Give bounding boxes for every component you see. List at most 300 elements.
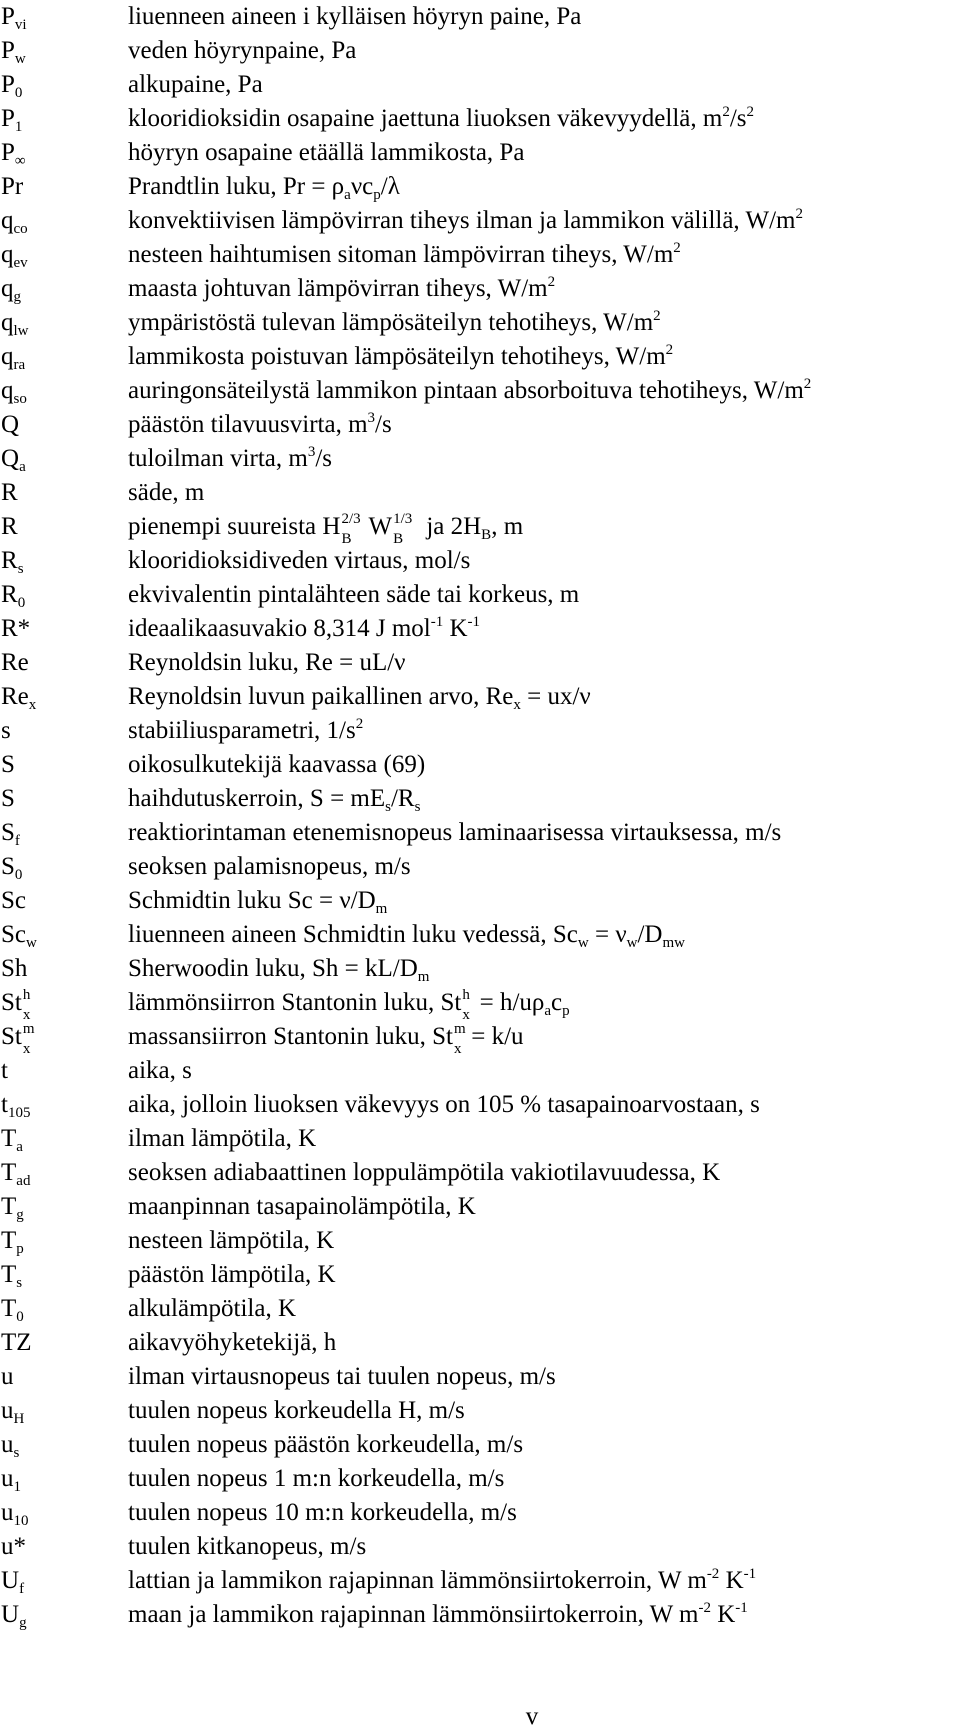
subscript: m	[417, 969, 430, 985]
subscript: a	[19, 459, 26, 475]
symbol-description	[128, 884, 387, 918]
text-run: R	[1, 581, 18, 608]
subscript: m	[375, 901, 388, 917]
symbol-row	[0, 1122, 960, 1156]
text-run: säde, m	[128, 479, 205, 506]
text-run: pienempi suureista H	[128, 513, 341, 540]
subscript: a	[16, 1139, 23, 1155]
text-run: stabiiliusparametri, 1/s	[128, 717, 356, 744]
text-run: K	[443, 615, 468, 642]
subscript: s	[17, 561, 24, 577]
subscript: ra	[13, 357, 26, 373]
superscript: 3	[307, 444, 316, 460]
symbol-description	[128, 170, 400, 204]
subscript: g	[13, 289, 21, 305]
symbol-row	[0, 816, 960, 850]
symbol-row	[0, 476, 960, 510]
symbol-description	[128, 1564, 756, 1598]
symbol-row	[0, 1156, 960, 1190]
text-run: P	[1, 139, 15, 166]
symbol-description	[128, 0, 581, 34]
symbol-row	[0, 1530, 960, 1564]
symbol-description	[128, 850, 411, 884]
symbol	[1, 102, 22, 136]
subscript: x	[22, 1007, 31, 1023]
text-run: seoksen adiabaattinen loppulämpötila vakiotilavuudessa, K	[128, 1159, 721, 1186]
subscript: so	[13, 391, 27, 407]
symbol-row	[0, 884, 960, 918]
symbol-row	[0, 1190, 960, 1224]
text-run: q	[1, 207, 14, 234]
symbol	[1, 510, 18, 544]
superscript: -2	[706, 1566, 720, 1582]
text-run: ideaalikaasuvakio 8,314 J mol	[128, 615, 431, 642]
symbol	[1, 612, 30, 646]
text-run: R	[1, 547, 18, 574]
symbol	[1, 340, 25, 374]
symbol-row	[0, 952, 960, 986]
symbol-description	[128, 1598, 748, 1632]
symbol-description	[128, 510, 524, 547]
subscript: H	[13, 1411, 25, 1427]
text-run: = h/uρ	[473, 989, 545, 1016]
text-run: /s	[315, 445, 333, 472]
symbol-description	[128, 1258, 336, 1292]
symbol-description	[128, 986, 570, 1023]
subscript: x	[513, 697, 521, 713]
text-run: auringonsäteilystä lammikon pintaan absorboituva tehotiheys, W/m	[128, 377, 804, 404]
symbol	[1, 374, 27, 408]
subscript: x	[454, 1041, 462, 1057]
subscript: ∞	[14, 153, 26, 169]
subscript: a	[544, 1003, 552, 1019]
symbol-description	[128, 136, 524, 170]
symbol-row	[0, 170, 960, 204]
superscript: 2/3	[341, 511, 361, 527]
symbol	[1, 1360, 14, 1394]
text-run: t	[1, 1057, 8, 1084]
subscript: co	[13, 221, 28, 237]
symbol-description	[128, 680, 591, 714]
symbol-row	[0, 714, 960, 748]
symbol	[1, 1564, 24, 1598]
text-run: TZ	[1, 1329, 32, 1356]
super-subscript	[453, 1021, 466, 1057]
symbol-description	[128, 782, 420, 816]
text-run: alkupaine, Pa	[128, 71, 263, 98]
symbol-description	[128, 1020, 524, 1057]
subscript: 0	[16, 1309, 24, 1325]
symbol-row	[0, 986, 960, 1023]
superscript: -1	[467, 614, 481, 630]
subscript: s	[13, 1445, 20, 1461]
symbol-description	[128, 442, 332, 476]
subscript: 0	[14, 867, 23, 883]
text-run: Reynoldsin luvun paikallinen arvo, Re	[128, 683, 514, 710]
text-run: P	[1, 3, 15, 30]
symbol-description	[128, 306, 661, 340]
text-run: R	[1, 479, 18, 506]
text-run: maasta johtuvan lämpövirran tiheys, W/m	[128, 275, 548, 302]
symbol-row	[0, 34, 960, 68]
symbol	[1, 1326, 32, 1360]
symbol-description	[128, 374, 811, 408]
symbol	[1, 1190, 24, 1224]
text-run: veden höyrynpaine, Pa	[128, 37, 357, 64]
symbol	[1, 850, 22, 884]
symbol	[1, 544, 24, 578]
symbol-description	[128, 816, 781, 850]
symbol	[1, 408, 19, 442]
super-subscript	[22, 987, 34, 1023]
symbol-description	[128, 714, 363, 748]
text-run: aika, s	[128, 1057, 192, 1084]
text-run: /λ	[380, 173, 400, 200]
text-run: S	[1, 853, 15, 880]
text-run: Reynoldsin luku, Re = uL/ν	[128, 649, 406, 676]
symbol	[1, 578, 25, 612]
symbol	[1, 1292, 24, 1326]
symbol	[1, 816, 20, 850]
symbol	[1, 1054, 8, 1088]
text-run: alkulämpötila, K	[128, 1295, 297, 1322]
text-run: klooridioksidiveden virtaus, mol/s	[128, 547, 471, 574]
text-run: reaktiorintaman etenemisnopeus laminaarisessa virtauksessa, m/s	[128, 819, 782, 846]
symbol-row	[0, 442, 960, 476]
subscript: 0	[14, 85, 23, 101]
symbol-description	[128, 340, 673, 374]
subscript: 10	[13, 1513, 29, 1529]
page-number: v	[525, 1703, 539, 1730]
superscript: m	[22, 1021, 35, 1037]
text-run: tuulen nopeus 10 m:n korkeudella, m/s	[128, 1499, 517, 1526]
text-run: = k/u	[465, 1023, 524, 1050]
subscript: mw	[662, 935, 685, 951]
text-run: /R	[390, 785, 415, 812]
symbol-row	[0, 1292, 960, 1326]
text-run: S	[1, 751, 15, 778]
text-run: aikavyöhyketekijä, h	[128, 1329, 337, 1356]
symbol	[1, 272, 21, 306]
symbol	[1, 680, 36, 714]
text-run: /s	[729, 105, 747, 132]
text-run: u	[1, 1465, 14, 1492]
symbol-row	[0, 850, 960, 884]
text-run: Q	[1, 445, 20, 472]
text-run: P	[1, 37, 15, 64]
text-run: , m	[491, 513, 524, 540]
symbol-row	[0, 918, 960, 952]
subscript: w	[626, 935, 638, 951]
text-run: T	[1, 1295, 17, 1322]
superscript: 3	[367, 410, 376, 426]
text-run: u	[1, 1431, 14, 1458]
symbol-description	[128, 204, 803, 238]
text-run: u*	[1, 1533, 26, 1560]
symbol	[1, 170, 23, 204]
subscript: 1	[13, 1479, 21, 1495]
subscript: g	[19, 1615, 27, 1631]
symbol-row	[0, 1088, 960, 1122]
symbol-description	[128, 238, 681, 272]
text-run: maanpinnan tasapainolämpötila, K	[128, 1193, 476, 1220]
symbol-description	[128, 1088, 760, 1122]
symbol	[1, 1530, 26, 1564]
text-run: St	[1, 989, 22, 1016]
text-run: päästön tilavuusvirta, m	[128, 411, 368, 438]
text-run: u	[1, 1363, 14, 1390]
text-run: νc	[350, 173, 374, 200]
text-run: ilman virtausnopeus tai tuulen nopeus, m/s	[128, 1363, 556, 1390]
symbol-description	[128, 1530, 366, 1564]
text-run: s	[1, 717, 11, 744]
superscript: -1	[430, 614, 444, 630]
subscript: s	[385, 799, 391, 815]
superscript: h	[462, 987, 470, 1003]
symbol-description	[128, 1054, 192, 1088]
symbol-description	[128, 102, 754, 136]
symbol-row	[0, 374, 960, 408]
subscript: w	[26, 935, 37, 951]
symbol-row	[0, 1360, 960, 1394]
subscript: vi	[14, 17, 27, 33]
super-subscript	[392, 511, 420, 547]
symbol-row	[0, 748, 960, 782]
symbol-row	[0, 1564, 960, 1598]
subscript: 0	[17, 595, 26, 611]
symbol	[1, 1394, 24, 1428]
text-run: T	[1, 1227, 17, 1254]
subscript: x	[462, 1007, 470, 1023]
superscript: 2	[665, 342, 674, 358]
subscript: p	[562, 1003, 570, 1019]
symbol	[1, 442, 26, 476]
subscript: s	[414, 799, 421, 815]
symbol-row	[0, 408, 960, 442]
symbol	[1, 1598, 27, 1632]
symbol-row	[0, 680, 960, 714]
symbol-description	[128, 1428, 523, 1462]
text-run: lattian ja lammikon rajapinnan lämmönsiirtokerroin, W m	[128, 1567, 707, 1594]
symbol	[1, 34, 26, 68]
symbol-description	[128, 34, 356, 68]
superscript: 2	[803, 376, 812, 392]
text-run: P	[1, 105, 15, 132]
text-run: klooridioksidin osapaine jaettuna liuoksen väkevyydellä, m	[128, 105, 723, 132]
text-run: K	[710, 1601, 736, 1628]
text-run: St	[1, 1023, 22, 1050]
superscript: m	[454, 1021, 466, 1037]
text-run: U	[1, 1601, 20, 1628]
text-run: oikosulkutekijä kaavassa (69)	[128, 751, 426, 778]
text-run: Sh	[1, 955, 28, 982]
symbol-description	[128, 408, 392, 442]
text-run: /D	[637, 921, 663, 948]
symbol-description	[128, 578, 579, 612]
subscript: x	[28, 697, 37, 713]
subscript: a	[344, 187, 351, 203]
symbol-description	[128, 918, 685, 952]
subscript: f	[14, 833, 20, 849]
text-run: liuenneen aineen Schmidtin luku vedessä, Sc	[128, 921, 578, 948]
subscript: p	[16, 1241, 24, 1257]
symbol-description	[128, 1394, 465, 1428]
symbol-description	[128, 1360, 556, 1394]
text-run: T	[1, 1159, 17, 1186]
symbol-row	[0, 1326, 960, 1360]
super-subscript	[22, 1021, 35, 1057]
text-run: Sc	[1, 921, 26, 948]
text-run: tuloilman virta, m	[128, 445, 308, 472]
symbol-description	[128, 1496, 517, 1530]
symbol	[1, 1258, 22, 1292]
superscript: h	[22, 987, 31, 1003]
text-run: W	[368, 513, 393, 540]
symbol-row	[0, 612, 960, 646]
symbol-description	[128, 544, 470, 578]
text-run: S	[1, 785, 15, 812]
text-run: päästön lämpötila, K	[128, 1261, 336, 1288]
text-run: nesteen haihtumisen sitoman lämpövirran tiheys, W/m	[128, 241, 674, 268]
symbol-description	[128, 646, 405, 680]
text-run: tuulen kitkanopeus, m/s	[128, 1533, 367, 1560]
symbol	[1, 1224, 24, 1258]
symbol-row	[0, 136, 960, 170]
super-subscript	[340, 511, 368, 547]
symbol-description	[128, 1224, 334, 1258]
symbol-row	[0, 646, 960, 680]
subscript: B	[393, 531, 404, 547]
text-run: haihdutuskerroin, S = mE	[128, 785, 386, 812]
superscript: 2	[722, 104, 730, 120]
subscript: 1	[14, 119, 23, 135]
symbol-row	[0, 1428, 960, 1462]
symbol-row	[0, 272, 960, 306]
symbol-row	[0, 1224, 960, 1258]
symbol-row	[0, 340, 960, 374]
subscript: w	[577, 935, 589, 951]
subscript: g	[16, 1207, 24, 1223]
symbol-row	[0, 102, 960, 136]
symbol-description	[128, 952, 429, 986]
text-run: Sherwoodin luku, Sh = kL/D	[128, 955, 418, 982]
symbol-description	[128, 1122, 316, 1156]
symbol	[1, 1428, 19, 1462]
text-run: höyryn osapaine etäällä lammikosta, Pa	[128, 139, 525, 166]
text-run: q	[1, 309, 14, 336]
text-run: ekvivalentin pintalähteen säde tai korkeus, m	[128, 581, 580, 608]
symbol	[1, 1122, 23, 1156]
superscript: 2	[653, 308, 661, 324]
symbol-description	[128, 612, 480, 646]
text-run: = ux/ν	[520, 683, 591, 710]
symbol	[1, 748, 15, 782]
symbol	[1, 204, 28, 238]
text-run: tuulen nopeus päästön korkeudella, m/s	[128, 1431, 524, 1458]
super-subscript	[461, 987, 473, 1023]
superscript: 2	[355, 716, 364, 732]
symbol	[1, 918, 37, 952]
subscript: p	[373, 187, 381, 203]
symbol	[1, 714, 11, 748]
text-run: tuulen nopeus 1 m:n korkeudella, m/s	[128, 1465, 505, 1492]
symbol-row	[0, 1394, 960, 1428]
text-run: nesteen lämpötila, K	[128, 1227, 335, 1254]
text-run: T	[1, 1193, 17, 1220]
subscript: x	[22, 1041, 31, 1057]
symbol-description	[128, 1462, 504, 1496]
text-run: Sc	[1, 887, 26, 914]
text-run: lämmönsiirron Stantonin luku, St	[128, 989, 462, 1016]
symbol	[1, 306, 29, 340]
symbol-row	[0, 306, 960, 340]
symbol	[1, 476, 18, 510]
symbol-row	[0, 782, 960, 816]
text-run: R*	[1, 615, 31, 642]
text-run: u	[1, 1397, 14, 1424]
symbol-row	[0, 68, 960, 102]
text-run: t	[1, 1091, 8, 1118]
symbol	[1, 884, 26, 918]
text-run: S	[1, 819, 15, 846]
text-run: maan ja lammikon rajapinnan lämmönsiirtokerroin, W m	[128, 1601, 699, 1628]
symbol	[1, 136, 26, 170]
text-run: Pr	[1, 173, 24, 200]
symbol-row	[0, 0, 960, 34]
text-run: U	[1, 1567, 20, 1594]
subscript: lw	[13, 323, 29, 339]
subscript: B	[341, 531, 352, 547]
symbol-row	[0, 1462, 960, 1496]
symbol-description	[128, 1190, 476, 1224]
text-run: seoksen palamisnopeus, m/s	[128, 853, 411, 880]
text-run: K	[719, 1567, 744, 1594]
symbol	[1, 782, 15, 816]
text-run: u	[1, 1499, 14, 1526]
symbol	[1, 1462, 21, 1496]
symbol	[1, 0, 27, 34]
superscript: 2	[673, 240, 681, 256]
symbol-row	[0, 204, 960, 238]
text-run: q	[1, 377, 14, 404]
subscript: w	[14, 51, 26, 67]
text-run: q	[1, 343, 14, 370]
symbol-description	[128, 272, 555, 306]
text-run: Re	[1, 683, 29, 710]
symbol-description	[128, 1326, 336, 1360]
symbol-description	[128, 68, 263, 102]
text-run: konvektiivisen lämpövirran tiheys ilman ja lammikon välillä, W/m	[128, 207, 796, 234]
symbol-row	[0, 1054, 960, 1088]
subscript: f	[19, 1581, 25, 1597]
text-run: /s	[375, 411, 392, 438]
symbol	[1, 238, 28, 272]
subscript: ev	[13, 255, 28, 271]
subscript: B	[481, 527, 492, 543]
text-run: lammikosta poistuvan lämpösäteilyn tehotiheys, W/m	[128, 343, 666, 370]
text-run: = ν	[588, 921, 627, 948]
symbol	[1, 1020, 35, 1057]
symbol-row	[0, 544, 960, 578]
text-run: Schmidtin luku Sc = ν/D	[128, 887, 376, 914]
text-run: Prandtlin luku, Pr = ρ	[128, 173, 345, 200]
text-run: Re	[1, 649, 29, 676]
symbol	[1, 68, 22, 102]
subscript: ad	[16, 1173, 31, 1189]
text-run: massansiirron Stantonin luku, St	[128, 1023, 453, 1050]
symbol-row	[0, 510, 960, 547]
symbol-row	[0, 1020, 960, 1057]
